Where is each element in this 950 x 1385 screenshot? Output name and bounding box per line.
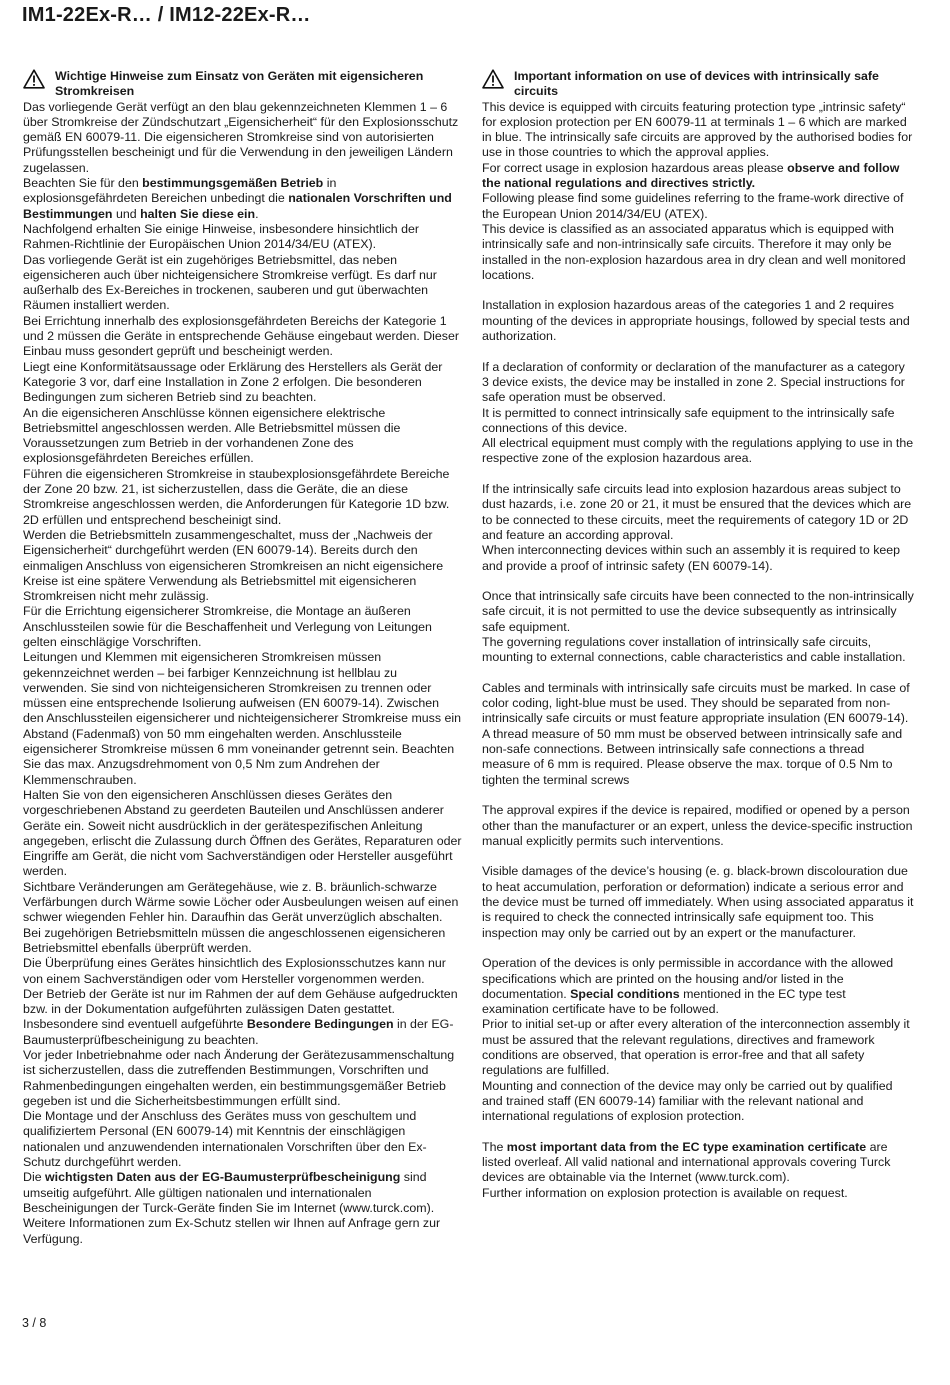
body-text: This device is classified as an associated apparatus which is equipped with intrinsically safe and non-intrinsically safe circuits. Therefore it may only be installed in the non-explosion hazardous area in dry clean and well monitored locations. — [482, 221, 906, 282]
german-heading — [23, 69, 463, 100]
body-text: Beachten Sie für den — [23, 176, 143, 191]
body-text: If a declaration of conformity or declaration of the manufacturer as a category 3 device exists, the device may be installed in zone 2. Special instructions for safe operation must be observed. — [482, 359, 905, 405]
german-heading-text: Wichtige Hinweise zum Einsatz von Geräten mit eigensicheren Stromkreisen — [55, 69, 424, 99]
page-number: 3 / 8 — [22, 1316, 47, 1330]
body-text: Operation of the devices is only permissible in accordance with the allowed specifications which are printed on the housing and/or listed in the documentation. — [482, 956, 894, 1001]
body-text: Following please find some guidelines referring to the frame-work directive of the European Union 2014/34/EU (ATEX). — [482, 191, 904, 221]
german-paragraph — [23, 1170, 463, 1216]
body-text: in der EG-Baumusterprüfbescheinigung zu beachten. — [23, 1017, 454, 1047]
body-text: Liegt eine Konformitätsaussage oder Erklärung des Herstellers als Gerät der Kategorie 3 vor, darf eine Installation in Zone 2 erfolgen. Die besonderen Bedingungen zum sicheren Betrieb sind zu beachten. — [23, 359, 443, 405]
english-paragraph — [482, 298, 914, 344]
english-paragraph — [482, 436, 914, 467]
german-paragraph — [23, 788, 463, 880]
body-text: sind umseitig aufgeführt. Alle gültigen nationalen und internationalen Bescheinigungen der Turck-Geräte finden Sie im Internet (www.turck.com). — [23, 1170, 435, 1215]
german-body — [23, 100, 463, 1247]
body-text: If the intrinsically safe circuits lead into explosion hazardous areas subject to dust hazards, i.e. zone 20 or 21, it must be ensured that the devices which are to be connected to these circuits, meet the requirements of category 1D or 2D and feature an according approval. — [482, 482, 912, 542]
body-text: . — [255, 206, 259, 221]
body-text: Das vorliegende Gerät ist ein zugehöriges Betriebsmittel, das neben eigensicheren auch über nichteigensichere Stromkreise verfügt. Es darf nur außerhalb des Ex-Bereiches in trockenen, sauberen und gut überwachten Räumen installiert werden. — [23, 252, 437, 313]
german-paragraph — [23, 650, 463, 788]
body-text: Sichtbare Veränderungen am Gerätegehäuse, wie z. B. bräunlich-schwarze Verfärbungen durch Wärme sowie Löcher oder Ausbeulungen weisen auf einen schwer wiegenden Fehler hin. Daraufhin das Gerät unverzüglich abschalten. Bei zugehörigen Betriebsmitteln müssen die angeschlossenen eigensicheren Betriebsmittel ebenfalls überprüft werden. — [23, 879, 459, 955]
german-paragraph — [23, 604, 463, 650]
english-paragraph — [482, 482, 914, 543]
german-paragraph — [23, 956, 463, 987]
emphasis-text: bestimmungsgemäßen Betrieb — [142, 176, 324, 191]
emphasis-text: halten Sie diese ein — [140, 206, 256, 221]
body-text: Weitere Informationen zum Ex-Schutz stellen wir Ihnen auf Anfrage gern zur Verfügung. — [23, 1216, 441, 1246]
body-text: It is permitted to connect intrinsically safe equipment to the intrinsically safe connections of this device. — [482, 405, 895, 435]
german-paragraph — [23, 987, 463, 1048]
warning-triangle-icon — [23, 69, 45, 89]
body-text: When interconnecting devices within such an assembly it is required to keep and provide a proof of intrinsic safety (EN 60079-14). — [482, 543, 901, 573]
body-text: Nachfolgend erhalten Sie einige Hinweise, insbesondere hinsichtlich der Rahmen-Richtlinie der Europäischen Union 2014/34/EU (ATEX). — [23, 221, 420, 252]
body-text: in explosionsgefährdeten Bereichen unbedingt die — [23, 176, 337, 206]
english-paragraph — [482, 589, 914, 635]
document-title: IM1-22Ex-R… / IM12-22Ex-R… — [22, 4, 311, 26]
body-text: Prior to initial set-up or after every alteration of the interconnection assembly it must be assured that the relevant regulations, directives and framework conditions are observed, that operation is error-free and that all safety regulations are fulfilled. — [482, 1017, 910, 1078]
body-text: For correct usage in explosion hazardous areas please — [482, 160, 788, 175]
english-paragraph — [482, 635, 914, 666]
english-paragraph — [482, 100, 914, 161]
body-text: Die — [23, 1170, 46, 1185]
body-text: Die Überprüfung eines Gerätes hinsichtlich des Explosionsschutzes kann nur von einem Sachverständigen oder vom Hersteller vorgenommen werden. — [23, 956, 446, 986]
body-text: Bei Errichtung innerhalb des explosionsgefährdeten Bereichs der Kategorie 1 und 2 müssen die Geräte in entsprechende Gehäuse eingebaut werden. Dieser Einbau muss gesondert geprüft und bescheinigt werden. — [23, 313, 460, 359]
german-paragraph — [23, 176, 463, 222]
body-text: mentioned in the EC type test examination certificate have to be followed. — [482, 986, 846, 1017]
emphasis-text: most important data from the EC type examination certificate — [506, 1139, 867, 1154]
body-text: An die eigensicheren Anschlüsse können eigensichere elektrische Betriebsmittel angeschlossen werden. Alle Betriebsmittel müssen die Voraussetzungen zum Betrieb in der vorhandenen Zone des explosionsgefährdeten Bereiches erfüllen. — [23, 405, 401, 466]
german-paragraph — [23, 880, 463, 956]
body-text: Further information on explosion protection is available on request. — [482, 1185, 848, 1200]
warning-triangle-icon — [482, 69, 504, 89]
english-paragraph — [482, 864, 914, 940]
body-text: Für die Errichtung eigensicherer Stromkreise, die Montage an äußeren Anschlussteilen sowie für die Beschaffenheit und Verlegung von Leitungen gelten einschlägige Vorschriften. — [23, 604, 432, 649]
english-paragraph — [482, 222, 914, 283]
english-paragraph — [482, 191, 914, 222]
body-text: The governing regulations cover installation of intrinsically safe circuits, mounting to external connections, cable characteristics and cable installation. — [482, 634, 906, 665]
english-paragraph — [482, 1140, 914, 1186]
german-paragraph — [23, 528, 463, 604]
english-paragraph — [482, 1079, 914, 1125]
german-paragraph — [23, 406, 463, 467]
body-text: are listed overleaf. All valid national and international approvals covering Turck devices are obtainable via the Internet (www.turck.com). — [482, 1139, 891, 1185]
english-heading-text: Important information on use of devices with intrinsically safe circuits — [514, 69, 879, 99]
body-text: Die Montage und der Anschluss des Gerätes muss von geschultem und qualifiziertem Personal (EN 60079-14) mit Kenntnis der einschlägigen nationalen und anzuwendenden internationalen Vorschriften über den Ex-Schutz durchgeführt werden. — [23, 1109, 427, 1170]
german-column — [23, 69, 463, 1247]
emphasis-text: nationalen Vorschriften und Bestimmungen — [23, 191, 452, 221]
english-paragraph — [482, 406, 914, 437]
body-text: Once that intrinsically safe circuits have been connected to the non-intrinsically safe circuit, it is not permitted to use the device subsequently as intrinsically safe equipment. — [482, 589, 914, 634]
german-paragraph — [23, 1048, 463, 1109]
german-paragraph — [23, 253, 463, 314]
english-paragraph — [482, 681, 914, 788]
body-text: Leitungen und Klemmen mit eigensicheren Stromkreisen müssen gekennzeichnet werden – bei farbiger Kennzeichnung ist hellblau zu verwenden. Sie sind von nichteigensicheren Stromkreisen zu trennen oder müssen eine entsprechende Isolierung aufweisen (EN 60079-14). Zwischen den Anschlussteilen eigensicherer und nichteigensicherer Stromkreise muss ein Abstand (Fadenmaß) von 50 mm eingehalten werden. Anschlussteile eigensicherer Stromkreise müssen 6 mm voneinander getrennt sein. Beachten Sie das max. Anzugsdrehmoment von 0,5 Nm zum Andrehen der Klemmenschrauben. — [23, 650, 462, 787]
body-text: Werden die Betriebsmitteln zusammengeschaltet, muss der „Nachweis der Eigensicherheit“ durchgeführt werden (EN 60079-14). Bereits durch den einmaligen Anschluss von eigensicheren Stromkreisen an nicht eigensichere Kreise ist eine spätere Verwendung als Betriebsmittel mit eigensicheren Stromkreisen nicht mehr zulässig. — [23, 527, 444, 604]
body-text: Mounting and connection of the device may only be carried out by qualified and trained staff (EN 60079-14) familiar with the relevant national and international regulations of explosion protection. — [482, 1078, 893, 1124]
german-paragraph — [23, 1216, 463, 1247]
body-text: All electrical equipment must comply with the regulations applying to use in the respective zone of the explosion hazardous area. — [482, 436, 914, 466]
german-paragraph — [23, 1109, 463, 1170]
german-paragraph — [23, 314, 463, 360]
english-column — [482, 69, 914, 1201]
german-paragraph — [23, 222, 463, 253]
german-paragraph — [23, 467, 463, 528]
english-paragraph — [482, 360, 914, 406]
body-text: Der Betrieb der Geräte ist nur im Rahmen der auf dem Gehäuse aufgedruckten bzw. in der Dokumentation aufgeführten zulässigen Daten gestattet. Insbesondere sind eventuell aufgeführte — [23, 986, 458, 1032]
body-text: Halten Sie von den eigensicheren Anschlüssen dieses Gerätes den vorgeschriebenen Abstand zu geerdeten Bauteilen und Anschlüssen anderer Geräte ein. Soweit nicht ausdrücklich in der gerätespezifischen Anleitung angegeben, erlischt die Zulassung durch Öffnen des Gerätes, Reparaturen oder Eingriffe am Gerät, die nicht vom Sachverständigen oder Hersteller ausgeführt werden. — [23, 787, 462, 879]
body-text: Vor jeder Inbetriebnahme oder nach Änderung der Gerätezusammenschaltung ist sicherzustellen, dass die zutreffenden Bestimmungen, Vorschriften und Rahmenbedingungen eingehalten werden, ein bestimmungsgemäßer Betrieb gegeben ist und die Sicherheitsbestimmungen erfüllt sind. — [23, 1048, 455, 1108]
body-text: Cables and terminals with intrinsically safe circuits must be marked. In case of color coding, light-blue must be used. They should be separated from non-intrinsically safe circuits or must feature appropriate insulation (EN 60079-14). A thread measure of 50 mm must be observed between intrinsically safe and non-safe connections. Between intrinsically safe connections a thread measure of 6 mm is required. Please observe the max. torque of 0.5 Nm to tighten the terminal screws — [482, 680, 910, 787]
english-paragraph — [482, 1017, 914, 1078]
emphasis-text: Special conditions — [570, 986, 680, 1001]
english-paragraph — [482, 803, 914, 849]
german-paragraph — [23, 360, 463, 406]
english-paragraph — [482, 161, 914, 192]
body-text: The approval expires if the device is repaired, modified or opened by a person other than the manufacturer or an expert, unless the device-specific instruction manual explicitly permits such interventions. — [482, 803, 913, 848]
body-text: und — [112, 206, 141, 221]
body-text: This device is equipped with circuits featuring protection type „intrinsic safety“ for explosion protection per EN 60079-11 at terminals 1 – 6 which are marked in blue. The intrinsically safe circuits are approved by the authorised bodies for use in those countries to which the approval applies. — [482, 99, 913, 160]
english-paragraph — [482, 1186, 914, 1201]
english-paragraph — [482, 543, 914, 574]
body-text: Installation in explosion hazardous areas of the categories 1 and 2 requires mounting of the devices in appropriate housings, followed by special tests and authorization. — [482, 298, 910, 344]
german-paragraph — [23, 100, 463, 176]
emphasis-text: Besondere Bedingungen — [246, 1017, 394, 1032]
body-text: Visible damages of the device’s housing (e. g. black-brown discolouration due to heat accumulation, perforation or deformation) indicate a serious error and the device must be turned off immediately. When using associated apparatus it is required to check the connected intrinsically safe equipment too. This inspection may only be carried out by an expert or the manufacturer. — [482, 864, 914, 940]
body-text: Führen die eigensicheren Stromkreise in staubexplosionsgefährdete Bereiche der Zone 20 bzw. 21, ist sicherzustellen, dass die Geräte, die an diese Stromkreise angeschlossen werden, die Anforderungen für Kategorie 1D bzw. 2D erfüllen und entsprechend bescheinigt sind. — [23, 466, 450, 527]
english-paragraph — [482, 956, 914, 1017]
body-text: The — [482, 1139, 507, 1154]
english-heading — [482, 69, 914, 100]
english-body — [482, 100, 914, 1201]
emphasis-text: wichtigsten Daten aus der EG-Baumusterprüfbescheinigung — [45, 1170, 401, 1185]
emphasis-text: observe and follow the national regulations and directives strictly. — [482, 160, 900, 191]
body-text: Das vorliegende Gerät verfügt an den blau gekennzeichneten Klemmen 1 – 6 über Stromkreise der Zündschutzart „Eigensicherheit“ für den Explosionsschutz gemäß EN 60079-11. Die eigensicheren Stromkreise sind von autorisierten Prüfungsstellen bescheinigt und für die Verwendung in den jeweiligen Ländern zugelassen. — [23, 99, 459, 175]
